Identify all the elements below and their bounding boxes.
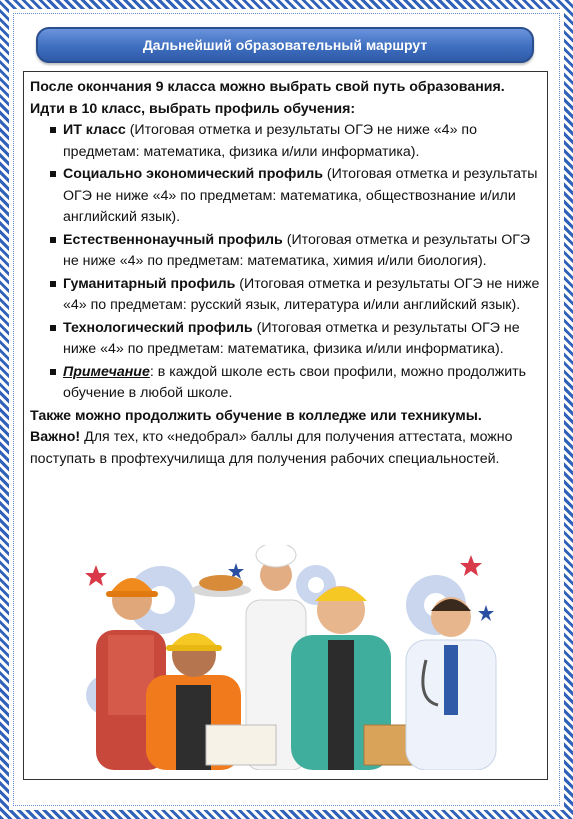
note-item [63, 362, 544, 405]
main-content [30, 77, 544, 470]
bullet-icon [50, 127, 56, 133]
note-text: : в каждой школе есть свои профили, можно продолжить обучение в любой школе. [63, 363, 527, 401]
important-label: Важно! [30, 429, 81, 445]
important-paragraph [30, 427, 544, 470]
bullet-icon [50, 369, 56, 375]
intro-line-2: Идти в 10 класс, выбрать профиль обучения: [30, 100, 356, 117]
note-label: Примечание [63, 363, 150, 380]
profile-desc: (Итоговая отметка и результаты ОГЭ не ниже «4» по предметам: математика, обществознание и/или английский язык). [63, 166, 538, 225]
bullet-icon [50, 237, 56, 243]
workers-illustration [66, 545, 506, 770]
bullet-icon [50, 325, 56, 331]
profile-item-natural-science [63, 230, 544, 273]
profile-desc: (Итоговая отметка и результаты ОГЭ не ниже «4» по предметам: математика, физика и/или информатика). [63, 319, 520, 357]
profile-name: Естественнонаучный профиль [63, 231, 283, 248]
profile-desc: (Итоговая отметка и результаты ОГЭ не ниже «4» по предметам: математика, химия и/или биология). [63, 231, 531, 269]
important-text: Для тех, кто «недобрал» баллы для получения аттестата, можно поступать в профтехучилища для получения рабочих специальностей. [30, 429, 513, 467]
profile-item-humanities [63, 274, 544, 317]
profile-item-socio-economic [63, 164, 544, 229]
profile-name: ИТ класс [63, 122, 126, 138]
bullet-icon [50, 281, 56, 287]
intro-line-1: После окончания 9 класса можно выбрать свой путь образования. [30, 79, 505, 95]
header-banner [36, 27, 534, 63]
profile-item-it [63, 120, 544, 163]
worker-figure [291, 586, 416, 770]
profile-list [30, 120, 544, 405]
college-line: Также можно продолжить обучение в колледже или техникумы. [30, 407, 482, 424]
bullet-icon [50, 171, 56, 177]
profile-name: Технологический профиль [63, 319, 253, 336]
profile-desc: (Итоговая отметка и результаты ОГЭ не ниже «4» по предметам: русский язык, литература и/или английский язык). [63, 275, 540, 313]
profile-name: Гуманитарный профиль [63, 275, 236, 292]
profile-item-technological [63, 318, 544, 361]
profile-name: Социально экономический профиль [63, 166, 323, 182]
header-title: Дальнейший образовательный маршрут [142, 37, 428, 53]
profile-desc: (Итоговая отметка и результаты ОГЭ не ниже «4» по предметам: математика, физика и/или информатика). [63, 122, 477, 160]
